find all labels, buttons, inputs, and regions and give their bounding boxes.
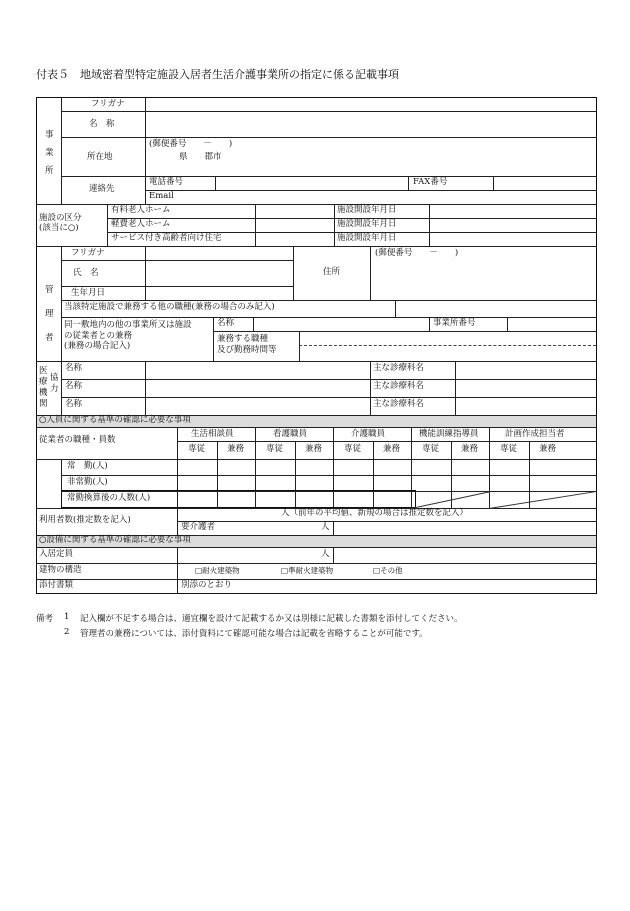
concurrent-specific-label: 当該特定施設で兼務する他の職種(兼務の場合のみ記入) xyxy=(64,302,275,312)
structure-option-other[interactable]: □その他 xyxy=(373,566,403,575)
users-label: 利用者数(推定数を記入) xyxy=(39,515,131,525)
staff-row-label: 従業者の職種・員数 xyxy=(39,435,116,445)
sub-fulltime-4: 専従 xyxy=(422,444,440,454)
facility-type-3: サービス付き高齢者向け住宅 xyxy=(111,233,222,243)
office-pref-city-text: 県 郡市 xyxy=(179,152,222,162)
care-level-label: 要介護者 xyxy=(181,522,216,532)
attachments-label: 添付書類 xyxy=(39,580,74,590)
note-2-number: 2 xyxy=(64,627,70,637)
manager-birth-label: 生年月日 xyxy=(71,288,106,298)
medical-dept-label-3: 主な診療科名 xyxy=(373,399,425,409)
staff-col-1: 生活相談員 xyxy=(191,429,234,439)
staff-col-3: 介護職員 xyxy=(351,429,386,439)
document-title: 付表５ 地域密着型特定施設入居者生活介護事業所の指定に係る記載事項 xyxy=(36,68,399,81)
sub-concurrent-5: 兼務 xyxy=(539,444,557,454)
opening-date-label-1: 施設開設年月日 xyxy=(337,205,397,215)
office-email-label: Email xyxy=(149,191,174,201)
manager-section-label: 管 理 者 xyxy=(45,285,54,343)
staff-col-5: 計画作成担当者 xyxy=(505,429,565,439)
office-name-label: 名 称 xyxy=(89,119,115,129)
facility-type-label: 施設の区分 (該当に○) xyxy=(39,213,82,233)
sub-concurrent-2: 兼務 xyxy=(305,444,323,454)
sub-fulltime-1: 専従 xyxy=(188,444,206,454)
row-fulltime: 常 勤(人) xyxy=(67,461,108,471)
attachments-value: 別添のとおり xyxy=(181,580,233,590)
sub-fulltime-3: 専従 xyxy=(344,444,362,454)
capacity-label: 入居定員 xyxy=(39,549,74,559)
office-postal-text: (郵便番号 － ) xyxy=(149,139,233,149)
sub-concurrent-3: 兼務 xyxy=(383,444,401,454)
sub-fulltime-5: 専従 xyxy=(500,444,518,454)
facility-section-header: ○設備に関する基準の確認に必要な事項 xyxy=(39,535,191,545)
medical-name-label-3: 名称 xyxy=(65,399,83,409)
note-1-text: 記入欄が不足する場合は、適宜欄を設けて記載するか又は別様に記載した書類を添付してください。 xyxy=(80,614,463,624)
fte-diagonal-2 xyxy=(489,491,597,509)
staff-section-header: ○人員に関する基準の確認に必要な事項 xyxy=(39,415,191,425)
sub-concurrent-4: 兼務 xyxy=(461,444,479,454)
office-number-label: 事業所番号 xyxy=(433,318,476,328)
staff-col-4: 機能訓練指導員 xyxy=(419,429,479,439)
medical-name-label-2: 名称 xyxy=(65,381,83,391)
row-fte: 常勤換算後の人数(人) xyxy=(67,493,151,503)
sub-concurrent-1: 兼務 xyxy=(227,444,245,454)
office-section-label: 事 業 所 xyxy=(45,130,54,176)
staff-col-2: 看護職員 xyxy=(273,429,308,439)
office-contact-label: 連絡先 xyxy=(89,184,115,194)
notes-label: 備考 xyxy=(36,614,54,624)
note-2-text: 管理者の兼務については、添付資料にて確認可能な場合は記載を省略することが可能です。 xyxy=(80,629,428,639)
sub-fulltime-2: 専従 xyxy=(266,444,284,454)
medical-dept-label-2: 主な診療科名 xyxy=(373,381,425,391)
office-tel-label: 電話番号 xyxy=(149,177,184,187)
medical-dept-label-1: 主な診療科名 xyxy=(373,363,425,373)
medical-section-label-sub: 協 力 xyxy=(50,373,59,394)
manager-furigana-label: フリガナ xyxy=(71,248,105,258)
manager-name-label: 氏 名 xyxy=(73,268,99,278)
form-table xyxy=(36,97,597,594)
opening-date-label-2: 施設開設年月日 xyxy=(337,219,397,229)
medical-section-label: 医 療 機 関 xyxy=(39,366,48,409)
manager-postal-text: (郵便番号 － ) xyxy=(375,248,459,258)
note-1-number: 1 xyxy=(64,612,70,622)
medical-name-label-1: 名称 xyxy=(65,363,83,373)
office-address-label: 所在地 xyxy=(87,152,113,162)
facility-type-2: 軽費老人ホーム xyxy=(111,219,171,229)
row-parttime: 非常勤(人) xyxy=(67,477,108,487)
office-furigana-label: フリガナ xyxy=(91,99,125,109)
structure-option-semi-fireproof[interactable]: □準耐火建築物 xyxy=(281,566,334,575)
structure-label: 建物の構造 xyxy=(39,565,82,575)
concurrent-other-label: 同一敷地内の他の事業所又は施設 の従業者との兼務 (兼務の場合記入) xyxy=(64,320,192,352)
capacity-unit: 人 xyxy=(321,549,330,559)
opening-date-label-3: 施設開設年月日 xyxy=(337,233,397,243)
care-level-unit: 人 xyxy=(321,522,330,532)
other-job-label: 兼務する職種 及び勤務時間等 xyxy=(217,334,277,355)
users-unit-note: 人（前年の平均値、新規の場合は推定数を記入） xyxy=(281,508,469,518)
office-fax-label: FAX番号 xyxy=(413,177,448,187)
other-office-name-label: 名称 xyxy=(217,318,235,328)
structure-option-fireproof[interactable]: □耐火建築物 xyxy=(195,566,240,575)
manager-address-label: 住所 xyxy=(323,267,341,277)
facility-type-1: 有料老人ホーム xyxy=(111,205,171,215)
